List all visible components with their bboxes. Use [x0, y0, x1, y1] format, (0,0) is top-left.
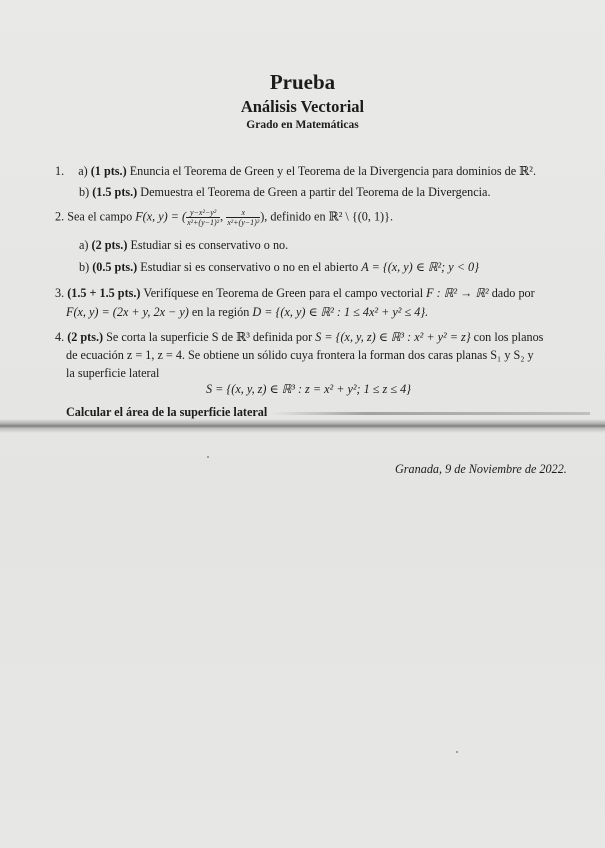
question-4-task: Calcular el área de la superficie lateral [66, 405, 268, 419]
question-text: Estudiar si es conservativo o no en el abierto [140, 260, 359, 274]
display-equation: S = {(x, y, z) ∈ ℝ³ : z = x² + y²; 1 ≤ z ≤ 4} [206, 382, 412, 396]
question-text: Demuestra el Teorema de Green a partir del Teorema de la Divergencia. [140, 185, 491, 199]
math-expression: F : ℝ² → ℝ² [426, 286, 489, 300]
question-text: Se corta la superficie S de ℝ³ definida por [106, 330, 313, 344]
math-expression: S = {(x, y, z) ∈ ℝ³ : x² + y² = z} [315, 330, 471, 344]
question-text: con los planos [473, 330, 544, 344]
question-text: Estudiar si es conservativo o no. [130, 238, 289, 252]
question-3-line2 [66, 305, 428, 320]
math-expression: D = {(x, y) ∈ ℝ² : 1 ≤ 4x² + y² ≤ 4}. [252, 305, 429, 319]
date-line: Granada, 9 de Noviembre de 2022. [395, 462, 567, 476]
paper-speck [456, 751, 458, 753]
question-4-line2: de ecuación z = 1, z = 4. Se obtiene un sólido cuya frontera la forman dos caras planas S₁ y S₂ y [66, 348, 534, 362]
question-2a [79, 238, 288, 253]
question-2b [79, 260, 479, 275]
question-1b [79, 185, 491, 200]
paper-fold [0, 419, 605, 433]
question-text: dado por [491, 286, 535, 300]
points-label: (0.5 pts.) [92, 260, 138, 274]
question-4-line1 [55, 330, 543, 345]
fraction-1: $\frac{\text{y−x²−y²}}{\text{x²+(y−1)²}}$ [187, 208, 220, 227]
set-definition: A = {(x, y) ∈ ℝ²; y < 0} [361, 260, 479, 274]
page-subtitle: Análisis Vectorial [240, 97, 365, 116]
points-label: (1.5 + 1.5 pts.) [67, 286, 141, 300]
points-label: (2 pts.) [91, 238, 128, 252]
points-label: (1.5 pts.) [92, 185, 138, 199]
points-label: (2 pts.) [67, 330, 104, 344]
item-label: b) [79, 185, 90, 199]
field-lhs: F(x, y) = ( [135, 209, 187, 224]
question-4-line3: la superficie lateral [66, 366, 160, 380]
fraction-2: $\frac{x}{\text{x²+(y−1)²}}$ [227, 208, 260, 227]
question-text: Sea el campo [67, 209, 133, 224]
item-label: a) [78, 164, 88, 178]
item-label: a) [79, 238, 89, 252]
question-text: Verifíquese en Teorema de Green para el campo vectorial [143, 286, 424, 300]
degree-label: Grado en Matemáticas [246, 119, 359, 131]
question-text: , definido en ℝ² \ {(0, 1)}. [264, 209, 394, 224]
paper-speck [207, 456, 209, 458]
question-1a [55, 164, 536, 179]
math-expression: F(x, y) = (2x + y, 2x − y) [66, 305, 189, 319]
item-label: b) [79, 260, 90, 274]
page-title: Prueba [269, 70, 336, 94]
question-number: 3. [55, 286, 65, 300]
question-2-intro: 2. Sea el campo F(x, y) = ( $\frac{\text{y−x²−y²}}{\text{x²+(y−1)²}}$ , $\frac{x}{\text{x²+(y−1)²}}$ ), definido en ℝ² \ {(0, 1)}. [55, 208, 394, 227]
fold-shadow [270, 412, 590, 415]
question-3-line1 [55, 286, 535, 301]
question-number: 2. [55, 209, 65, 224]
question-text: Enuncia el Teorema de Green y el Teorema de la Divergencia para dominios de ℝ². [129, 164, 537, 178]
question-number: 4. [55, 330, 65, 344]
question-number: 1. [55, 164, 65, 178]
question-text: en la región [191, 305, 250, 319]
points-label: (1 pts.) [90, 164, 127, 178]
